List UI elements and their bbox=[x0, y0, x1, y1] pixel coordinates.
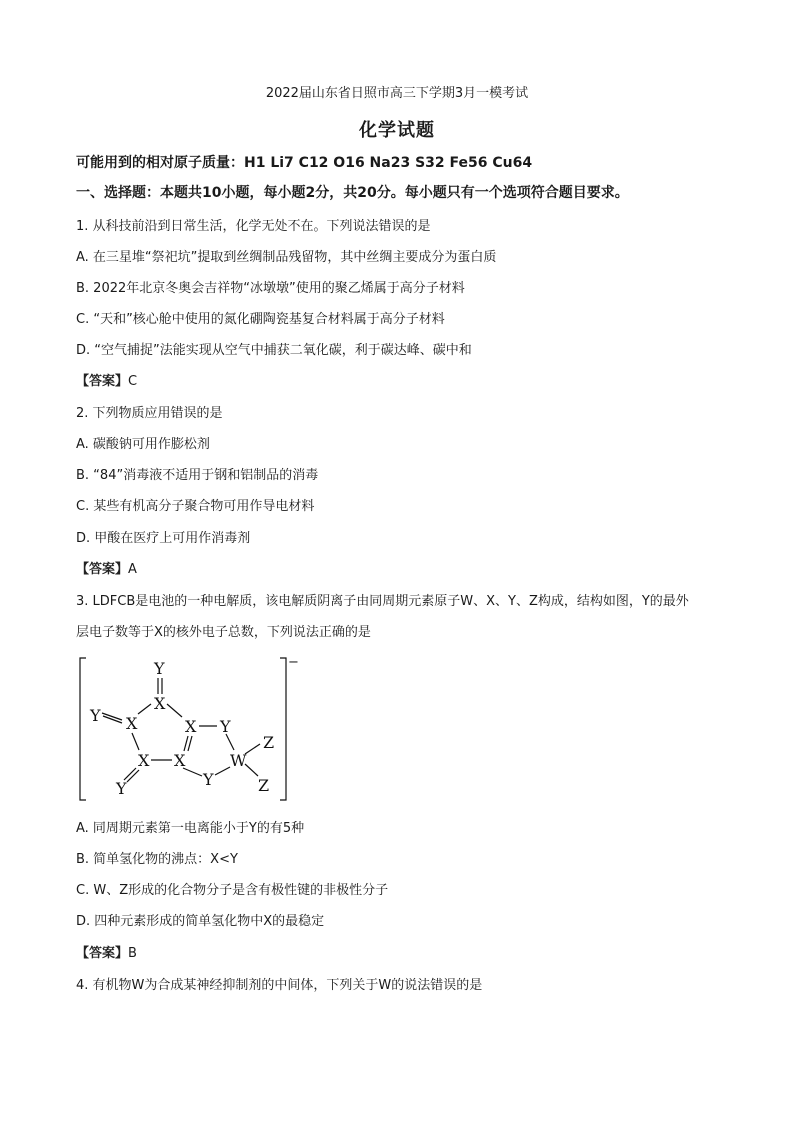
exam-header: 2022届山东省日照市高三下学期3月一模考试 bbox=[265, 86, 529, 101]
bond-xtop-xcenter bbox=[167, 704, 182, 717]
atom-x-top: X bbox=[154, 694, 166, 713]
bond-double-center-a bbox=[184, 736, 188, 751]
question-2-option-b: B. “84”消毒液不适用于钢和铝制品的消毒 bbox=[76, 468, 319, 483]
answer-label: 【答案】 bbox=[76, 374, 129, 389]
atom-x-bottom-left: X bbox=[138, 751, 150, 770]
answer-label: 【答案】 bbox=[76, 946, 129, 961]
question-3-stem-line1: 3. LDFCB是电池的一种电解质，该电解质阴离子由同周期元素原子W、X、Y、Z构成，结构如图，Y的最外 bbox=[76, 594, 689, 609]
bond-w-zupper bbox=[245, 744, 260, 754]
bond-ybottom-w bbox=[215, 767, 230, 775]
bond-xbottom-ybottom bbox=[183, 768, 202, 776]
atom-x-center: X bbox=[185, 717, 197, 736]
question-3-option-a: A. 同周期元素第一电离能小于Y的有5种 bbox=[76, 821, 305, 836]
atom-z-upper: Z bbox=[263, 733, 275, 752]
molecule-structure-figure bbox=[78, 654, 308, 808]
question-1-stem: 1. 从科技前沿到日常生活，化学无处不在。下列说法错误的是 bbox=[76, 219, 431, 234]
question-1-option-d: D. “空气捕捉”法能实现从空气中捕获二氧化碳，利于碳达峰、碳中和 bbox=[76, 343, 472, 358]
answer-value: B bbox=[128, 946, 137, 961]
answer-value: C bbox=[128, 374, 138, 389]
question-1-option-b: B. 2022年北京冬奥会吉祥物“冰墩墩”使用的聚乙烯属于高分子材料 bbox=[76, 281, 465, 296]
question-2-option-a: A. 碳酸钠可用作膨松剂 bbox=[76, 437, 210, 452]
question-3-option-d: D. 四种元素形成的简单氢化物中X的最稳定 bbox=[76, 914, 325, 929]
question-3-option-b: B. 简单氢化物的沸点：X<Y bbox=[76, 852, 238, 867]
atom-y-top: Y bbox=[154, 659, 165, 678]
left-bracket bbox=[80, 658, 86, 800]
bond-double-center-b bbox=[188, 736, 192, 751]
atom-z-lower: Z bbox=[258, 776, 270, 795]
question-2-answer bbox=[76, 561, 137, 579]
answer-value: A bbox=[128, 562, 137, 577]
section-heading: 一、选择题：本题共10小题，每小题2分，共20分。每小题只有一个选项符合题目要求。 bbox=[76, 185, 629, 201]
atom-y-right-upper: Y bbox=[220, 717, 231, 736]
question-2-option-c: C. 某些有机高分子聚合物可用作导电材料 bbox=[76, 499, 315, 514]
question-2-stem: 2. 下列物质应用错误的是 bbox=[76, 406, 223, 421]
atom-x-left: X bbox=[126, 714, 138, 733]
molecule-svg bbox=[78, 654, 308, 804]
question-3-option-c: C. W、Z形成的化合物分子是含有极性键的非极性分子 bbox=[76, 883, 389, 898]
atom-y-bottom: Y bbox=[203, 770, 214, 789]
atom-w: W bbox=[230, 751, 247, 770]
question-2-option-d: D. 甲酸在医疗上可用作消毒剂 bbox=[76, 531, 251, 546]
question-1-option-c: C. “天和”核心舱中使用的氮化硼陶瓷基复合材料属于高分子材料 bbox=[76, 312, 445, 327]
question-1-answer bbox=[76, 373, 137, 391]
bond-w-zlower bbox=[245, 764, 258, 776]
charge-label: − bbox=[288, 655, 299, 670]
question-3-answer bbox=[76, 945, 137, 963]
bond-xtop-xleft bbox=[138, 704, 151, 714]
bond-yright-w bbox=[226, 734, 234, 750]
answer-label: 【答案】 bbox=[76, 562, 129, 577]
atom-y-bottom-left: Y bbox=[116, 779, 127, 798]
bond-xleft-xbottom bbox=[132, 733, 139, 750]
right-bracket bbox=[280, 658, 286, 800]
question-1-option-a: A. 在三星堆“祭祀坑”提取到丝绸制品残留物，其中丝绸主要成分为蛋白质 bbox=[76, 250, 497, 265]
atom-x-bottom-center: X bbox=[174, 751, 186, 770]
page-title: 化学试题 bbox=[359, 120, 435, 141]
question-3-stem-line2: 层电子数等于X的核外电子总数，下列说法正确的是 bbox=[76, 625, 371, 640]
atom-y-left: Y bbox=[90, 706, 101, 725]
question-4-stem: 4. 有机物W为合成某神经抑制剂的中间体，下列关于W的说法错误的是 bbox=[76, 978, 483, 993]
atomic-masses: 可能用到的相对原子质量：H1 Li7 C12 O16 Na23 S32 Fe56 Cu64 bbox=[76, 155, 533, 171]
